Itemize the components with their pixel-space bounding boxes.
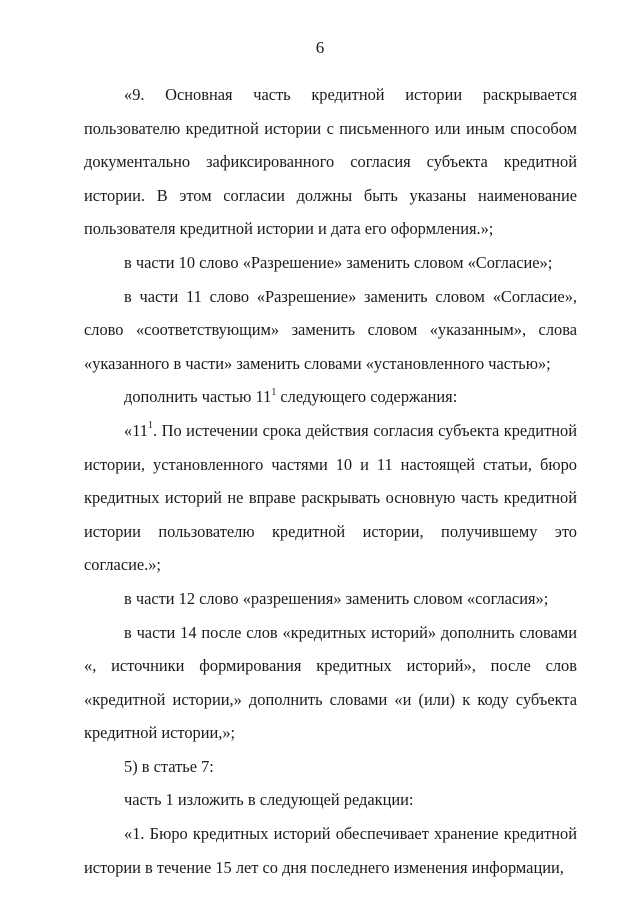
- paragraph-part-11-1-text: [84, 414, 577, 582]
- document-body: [84, 78, 577, 884]
- paragraph-text: «11: [124, 420, 148, 440]
- paragraph-add-part-11-1: [84, 380, 577, 414]
- paragraph-part-1-new-edition: часть 1 изложить в следующей редакции:: [124, 790, 414, 810]
- paragraph-part-12-amendment: в части 12 слово «разрешения» заменить словом «согласия»;: [124, 588, 549, 608]
- paragraph-text: . По истечении срока действия согласия субъекта кредитной истории, установленного частями 10 и 11 настоящей статьи, бюро кредитных историй не вправе раскрывать основную часть кредитной истории пользователю кредитной истории, получившему это согласие.»;: [84, 420, 577, 575]
- paragraph-part-1-text: «1. Бюро кредитных историй обеспечивает хранение кредитной истории в течение 15 лет со дня последнего изменения информации,: [84, 824, 577, 877]
- paragraph-text: следующего содержания:: [276, 387, 458, 407]
- paragraph-text: дополнить частью 11: [124, 387, 272, 407]
- paragraph-part-10-amendment: в части 10 слово «Разрешение» заменить словом «Согласие»;: [124, 252, 553, 272]
- page-number: 6: [315, 38, 325, 57]
- superscript: 1: [147, 420, 153, 432]
- superscript: 1: [271, 386, 277, 398]
- paragraph-part-11-amendment: в части 11 слово «Разрешение» заменить словом «Согласие», слово «соответствующим» заменить словом «указанным», слова «указанного в части» заменить словами «установленного частью»;: [84, 286, 577, 373]
- paragraph-part-9: «9. Основная часть кредитной истории раскрывается пользователю кредитной истории с письменного или иным способом документально зафиксированного согласия субъекта кредитной истории. В этом согласии должны быть указаны наименование пользователя кредитной истории и дата его оформления.»;: [84, 85, 577, 239]
- paragraph-part-14-amendment: в части 14 после слов «кредитных историй» дополнить словами «, источники формирования кредитных историй», после слов «кредитной истории,» дополнить словами «и (или) к коду субъекта кредитной истории,»;: [84, 622, 577, 743]
- paragraph-article-7: 5) в статье 7:: [124, 756, 214, 776]
